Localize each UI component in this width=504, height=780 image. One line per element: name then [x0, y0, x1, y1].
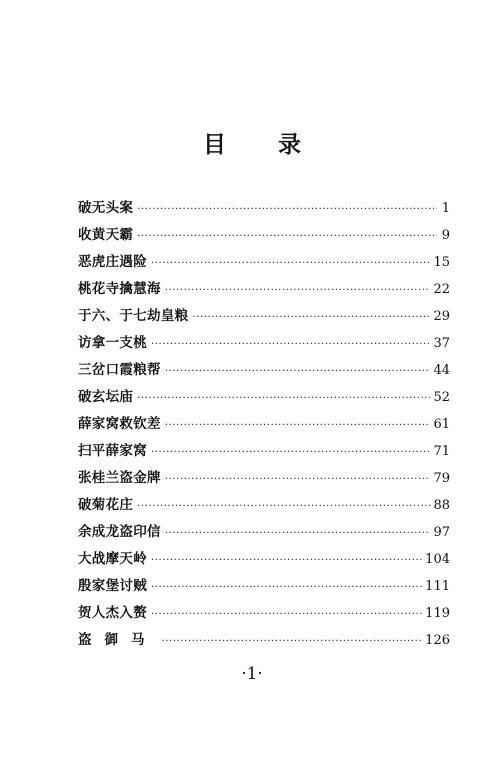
toc-entry[interactable] [78, 523, 450, 550]
dot-leader [165, 525, 431, 543]
toc-entry-page: 22 [433, 282, 450, 297]
toc-entry-title: 破无头案 [78, 200, 134, 216]
dot-leader [151, 606, 422, 624]
dot-leader [137, 390, 430, 408]
toc-entry[interactable] [78, 415, 450, 442]
toc-entry[interactable] [78, 442, 450, 469]
toc-entry-title: 三岔口霞粮帮 [78, 362, 161, 378]
toc-title [0, 126, 504, 159]
toc-entry[interactable] [78, 226, 450, 253]
toc-list [78, 199, 450, 658]
toc-entry-title: 于六、于七劫皇粮 [78, 308, 189, 324]
toc-entry-title: 扫平薛家窝 [78, 443, 147, 459]
toc-entry-title: 桃花寺擒慧海 [78, 281, 161, 297]
toc-entry-title: 访拿一支桃 [78, 335, 147, 351]
dot-leader [165, 417, 431, 435]
toc-entry[interactable] [78, 577, 450, 604]
toc-entry-title: 薛家窝救钦差 [78, 416, 161, 432]
toc-entry-page: 61 [433, 417, 450, 432]
toc-entry-title: 贺人杰入赘 [78, 605, 147, 621]
dot-leader [165, 282, 431, 300]
dot-leader [137, 498, 430, 516]
toc-entry-page: 15 [433, 255, 450, 270]
toc-entry-title: 殷家堡讨贼 [78, 578, 147, 594]
toc-entry-page: 88 [433, 498, 450, 513]
toc-entry-page: 104 [425, 552, 450, 567]
toc-entry[interactable] [78, 469, 450, 496]
page-number: ·1· [241, 664, 263, 684]
dot-leader [162, 633, 423, 651]
toc-entry-title: 恶虎庄遇险 [78, 254, 147, 270]
toc-entry-page: 119 [425, 606, 450, 621]
toc-entry-title: 收黄天霸 [78, 227, 134, 243]
dot-leader [151, 579, 422, 597]
dot-leader [151, 255, 430, 273]
dot-leader [151, 552, 422, 570]
toc-entry[interactable] [78, 631, 450, 658]
toc-title-part2: 录 [278, 132, 301, 158]
toc-entry-page: 37 [433, 336, 450, 351]
toc-entry[interactable] [78, 604, 450, 631]
toc-entry-page: 52 [433, 390, 450, 405]
dot-leader [137, 228, 437, 246]
toc-entry-title: 破菊花庄 [78, 497, 134, 513]
toc-entry-page: 71 [433, 444, 450, 459]
toc-entry[interactable] [78, 199, 450, 226]
toc-entry-title: 盗御马 [78, 632, 158, 648]
toc-entry-page: 1 [441, 201, 450, 216]
dot-leader [165, 363, 431, 381]
toc-entry-title: 大战摩天岭 [78, 551, 147, 567]
toc-entry[interactable] [78, 496, 450, 523]
toc-entry[interactable] [78, 334, 450, 361]
toc-entry-title: 破玄坛庙 [78, 389, 134, 405]
toc-entry[interactable] [78, 361, 450, 388]
dot-leader [151, 336, 430, 354]
dot-leader [151, 444, 430, 462]
toc-entry-page: 111 [425, 579, 450, 594]
toc-entry[interactable] [78, 550, 450, 577]
toc-entry-page: 79 [433, 471, 450, 486]
toc-entry[interactable] [78, 280, 450, 307]
toc-entry-page: 97 [433, 525, 450, 540]
toc-entry-page: 44 [433, 363, 450, 378]
toc-entry-page: 29 [433, 309, 450, 324]
toc-entry-page: 9 [441, 228, 450, 243]
toc-entry-page: 126 [425, 633, 450, 648]
toc-title-part1: 目 [203, 132, 226, 158]
toc-entry[interactable] [78, 253, 450, 280]
toc-entry[interactable] [78, 307, 450, 334]
toc-entry[interactable] [78, 388, 450, 415]
dot-leader [137, 201, 437, 219]
dot-leader [192, 309, 430, 327]
dot-leader [165, 471, 431, 489]
toc-entry-title: 张桂兰盗金牌 [78, 470, 161, 486]
toc-entry-title: 余成龙盗印信 [78, 524, 161, 540]
